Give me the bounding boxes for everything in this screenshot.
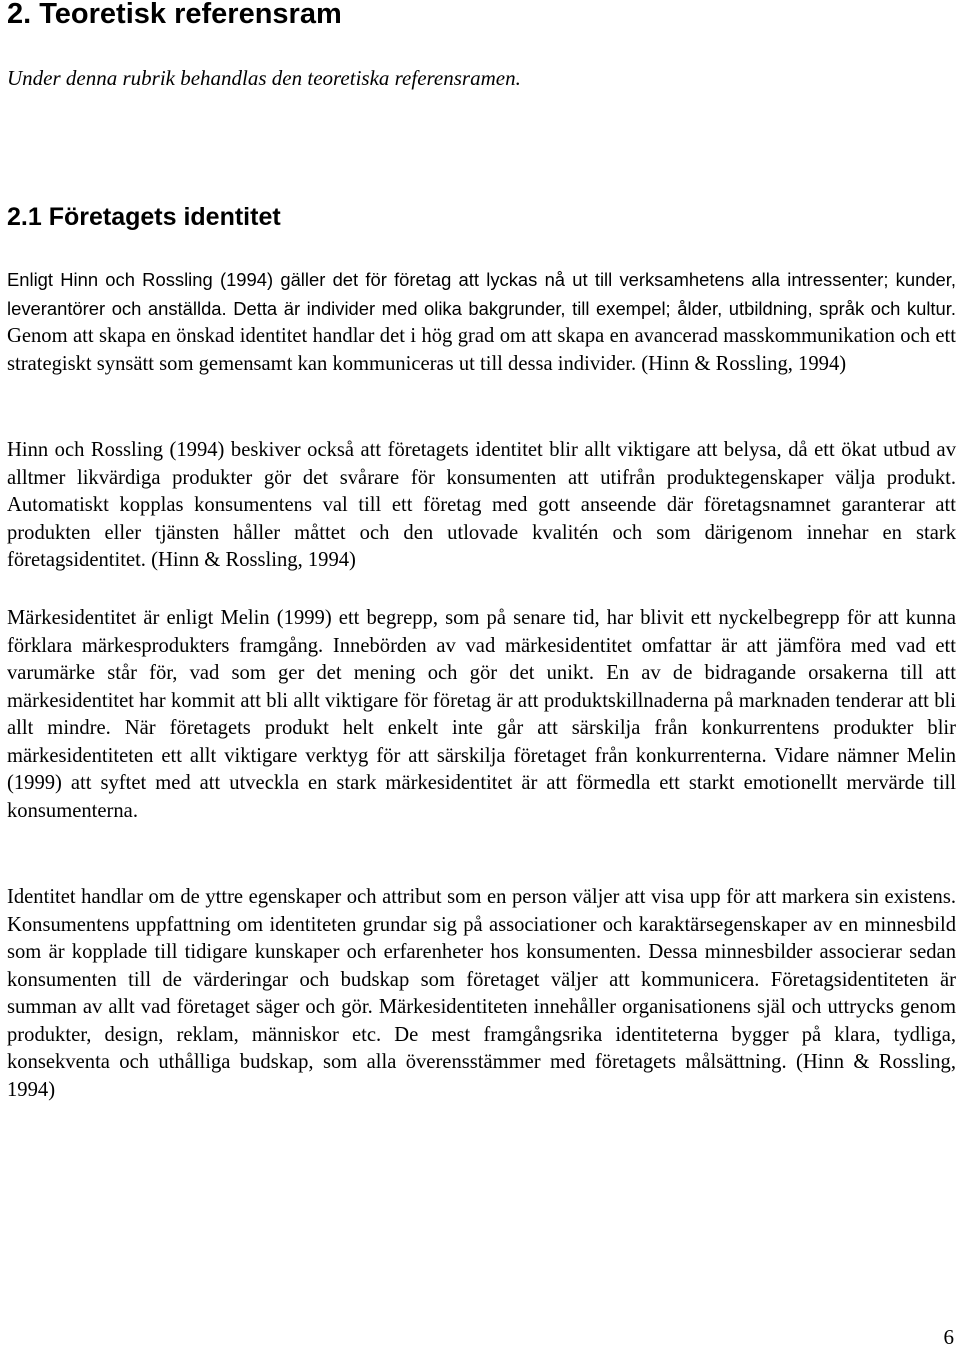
page-number: 6 (943, 1325, 954, 1349)
paragraph-3: Märkesidentitet är enligt Melin (1999) ett begrepp, som på senare tid, har blivit ett nyckelbegrepp för att kunna förklara märkesprodukters framgång. Innebörden av vad märkesidentitet omfattar är att jämföra med vad ett varumärke står för, vad som ger det mening och gör det unikt. En av de bidragande orsakerna till att märkesidentitet har kommit att bli allt viktigare för företag är att produktskillnaderna på marknaden tenderar att bli allt mindre. När företagets produkt helt enkelt inte går att särskilja från konkurrentens produkter blir märkesidentiteten ett allt viktigare verktyg för att särskilja företaget från konkurrenterna. Vidare nämner Melin (1999) att syftet med att utveckla en stark märkesidentitet är att förmedla ett starkt emotionellt mervärde till konsumenterna. (7, 607, 956, 822)
paragraph-1-serif-text: Genom att skapa en önskad identitet handlar det i hög grad om att skapa en avancerad masskommunikation och ett strategiskt synsätt som gemensamt kan kommuniceras ut till dessa individer. (Hinn & Rossling, 1994) (7, 325, 956, 375)
paragraph-2: Hinn och Rossling (1994) beskiver också att företagets identitet blir allt viktigare att belysa, då ett ökat utbud av alltmer likvärdiga produkter gör det svårare för konsumenten att utifrån produktegenskaper välja produkt. Automatiskt kopplas konsumentens val till ett företag med gott anseende där företagsnamnet garanterar att produkten eller tjänsten håller måttet och den utlovade kvalitén och som därigenom innehar en stark företagsidentitet. (Hinn & Rossling, 1994) (7, 439, 956, 571)
paragraph-4: Identitet handlar om de yttre egenskaper och attribut som en person väljer att visa upp för att markera sin existens. Konsumentens uppfattning om identiteten grundar sig på associationer och karaktärsegenskaper av en minnesbild som är kopplade till tidigare kunskaper och erfarenheter hos konsumenten. Dessa minnesbilder associerar sedan konsumenten till de värderingar och budskap som företaget väljer att kommunicera. Företagsidentiteten är summan av allt vad företaget säger och gör. Märkesidentiteten innehåller organisationens själ och uttrycks genom produkter, design, reklam, människor etc. De mest framgångsrika identiteterna bygger på klara, tydliga, konsekventa och uthålliga budskap, som alla överensstämmer med företagets målsättning. (Hinn & Rossling, 1994) (7, 886, 956, 1101)
paragraph-1-sans-text: Enligt Hinn och Rossling (1994) gäller det för företag att lyckas nå ut till verksamhetens alla intressenter; kunder, leverantörer och anställda. Detta är individer med olika bakgrunder, till exempel; ålder, utbildning, språk och kultur. (7, 269, 956, 319)
chapter-intro: Under denna rubrik behandlas den teoretiska referensramen. (7, 66, 521, 90)
section-title: 2.1 Företagets identitet (7, 203, 281, 231)
chapter-title: 2. Teoretisk referensram (7, 0, 342, 30)
paragraph-1 (7, 266, 956, 378)
